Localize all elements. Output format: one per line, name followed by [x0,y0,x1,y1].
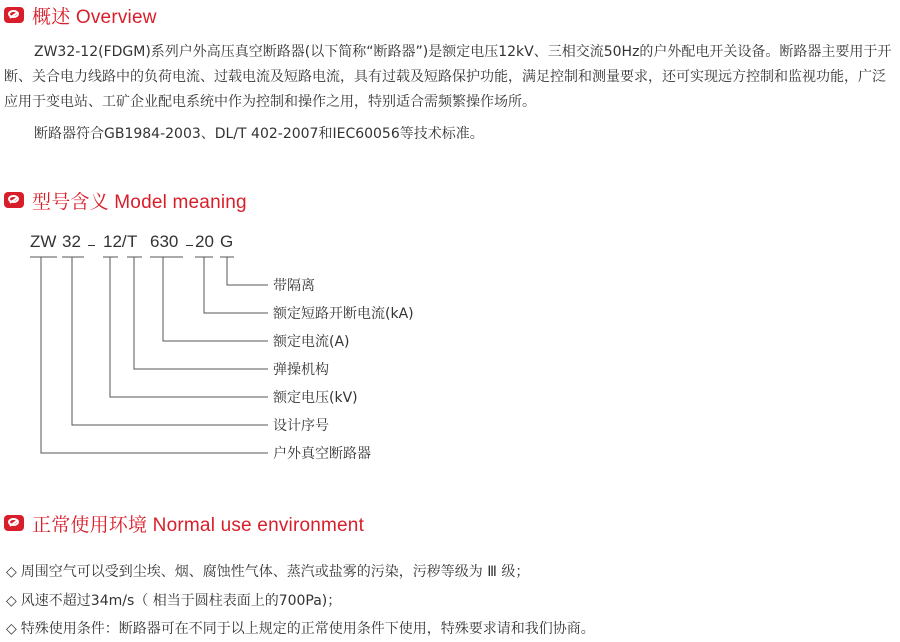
red-badge-icon [4,515,24,531]
code-part-20: 20 [195,232,214,251]
meaning-item: 设计序号 [273,418,329,434]
overview-heading-text: 概述 Overview [32,6,157,28]
code-part-g: G [220,232,234,251]
environment-item [6,590,341,610]
connector-zw [41,257,268,453]
environment-item [6,561,529,581]
environment-heading-text: 正常使用环境 Normal use environment [32,514,365,536]
environment-item-text: 风速不超过34m/s（ 相当于圆柱表面上的700Pa)； [20,593,342,609]
code-part-12: 12/ [103,232,127,251]
model-heading-text: 型号含义 Model meaning [32,191,247,213]
diamond-bullet-icon: ◇ [6,621,17,637]
meaning-item: 弹操机构 [273,362,329,378]
connector-630 [163,257,268,341]
environment-item-text: 特殊使用条件：断路器可在不同于以上规定的正常使用条件下使用，特殊要求请和我们协商。 [20,621,595,637]
environment-item [6,618,595,638]
environment-heading [4,510,364,536]
code-part-zw: ZW [30,232,57,251]
code-part-630: 630 [150,232,179,251]
code-part-32: 32 [62,232,81,251]
code-part-t: T [127,232,138,251]
diamond-bullet-icon: ◇ [6,593,17,609]
environment-item-text: 周围空气可以受到尘埃、烟、腐蚀性气体、蒸汽或盐雾的污染，污秽等级为 Ⅲ 级； [20,564,530,580]
overview-paragraph-2: 断路器符合GB1984-2003、DL/T 402-2007和IEC60056等技术标准。 [34,126,484,142]
meaning-item: 额定电流(A) [273,334,350,350]
meaning-item: 户外真空断路器 [273,446,371,462]
meaning-item: 带隔离 [273,278,315,294]
connector-g [227,257,268,285]
overview-paragraph-1: ZW32-12(FDGM)系列户外高压真空断路器(以下简称“断路器”)是额定电压12kV、三相交流50Hz的户外配电开关设备。断路器主要用于开断、关合电力线路中的负荷电流、过载电流及短路电流，具有过载及短路保护功能，满足控制和测量要求，还可实现远方控制和监视功能，广泛应用于变电站、工矿企业配电系统中作为控制和操作之用，特别适合需频繁操作场所。 [4,44,892,110]
meaning-item: 额定短路开断电流(kA) [273,306,414,322]
diamond-bullet-icon: ◇ [6,564,17,580]
meaning-item: 额定电压(kV) [273,390,358,406]
